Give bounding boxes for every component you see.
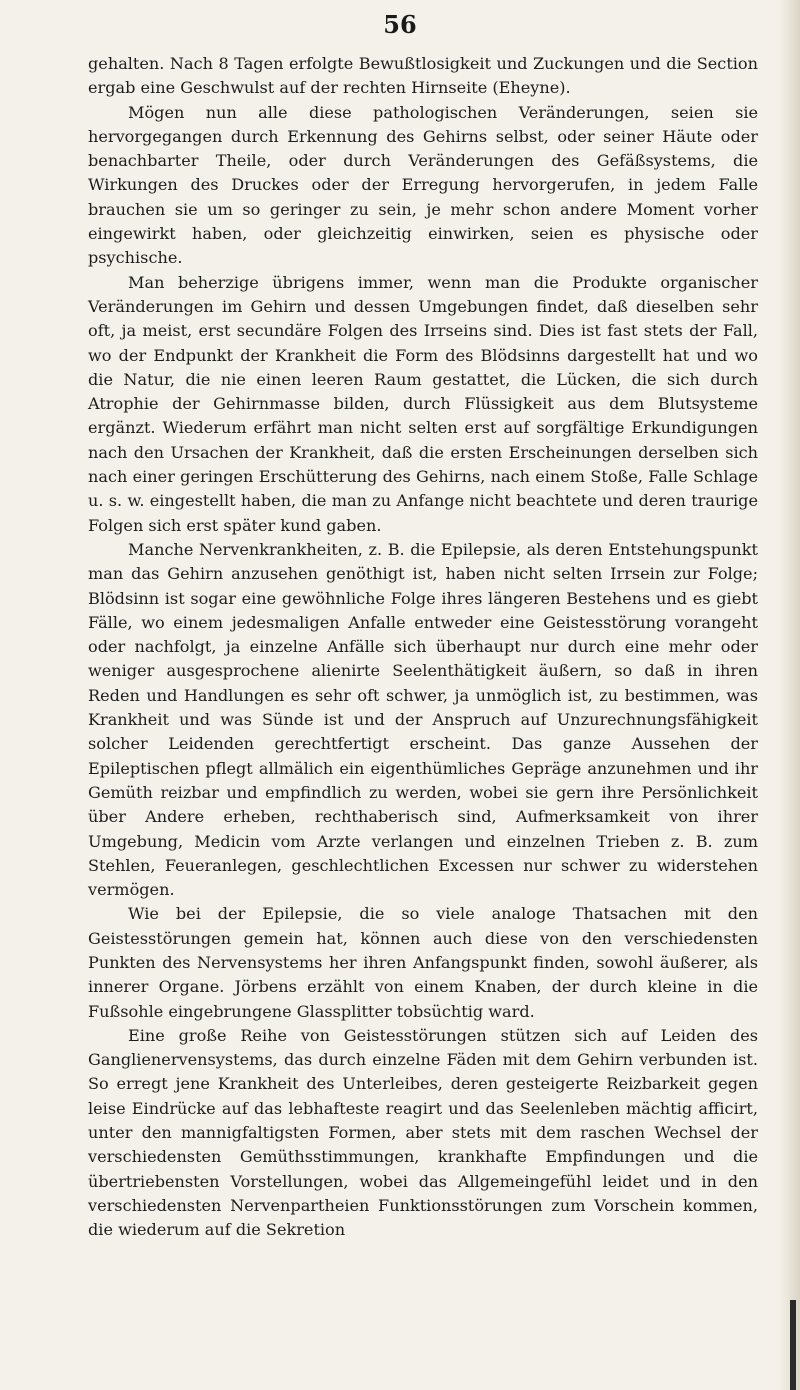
paragraph-ganglion-system: Eine große Reihe von Geistesstörungen stützen sich auf Leiden des Ganglienervensystems, das durch einzelne Fäden mit dem Gehirn verbunden ist. So erregt jene Krankheit des Unterleibes, deren gesteigerte Reizbarkeit gegen leise Eindrücke auf das lebhafteste reagirt und das Seelenleben mächtig afficirt, unter den mannigfaltigsten Formen, aber stets mit dem raschen Wechsel der verschiedensten Gemüthsstimmungen, krankhafte Empfindungen und die übertriebensten Vorstellungen, wobei das Allgemeingefühl leidet und in den verschiedensten Nervenpartheien Funktionsstörungen zum Vorschein kommen, die wiederum auf die Sekretion xyxy=(88,1025,758,1240)
binding-mark xyxy=(790,1300,796,1390)
page-edge-shadow xyxy=(778,0,800,1390)
paragraph-pathological-changes: Mögen nun alle diese pathologischen Veränderungen, seien sie hervorgegangen durch Erkennung des Gehirns selbst, oder seiner Häute oder benachbarter Theile, oder durch Veränderungen des Gefäßsystems, die Wirkungen des Druckes oder der Erregung hervorgerufen, in jedem Falle brauchen sie um so geringer zu sein, je mehr schon andere Moment vorher eingewirkt haben, oder gleichzeitig einwirken, seien es physische oder psychische. xyxy=(88,102,758,268)
paragraph-epilepsy: Manche Nervenkrankheiten, z. B. die Epilepsie, als deren Entstehungspunkt man das Gehirn anzusehen genöthigt ist, haben nicht selten Irrsein zur Folge; Blödsinn ist sogar eine gewöhnliche Folge ihres längeren Bestehens und es giebt Fälle, wo einem jedesmaligen Anfalle entweder eine Geistesstörung vorangeht oder nachfolgt, ja einzelne Anfälle sich überhaupt nur durch eine mehr oder weniger ausgesprochene alienirte Seelenthätigkeit äußern, so daß in ihren Reden und Handlungen es sehr oft schwer, ja unmöglich ist, zu bestimmen, was Krankheit und was Sünde ist und der Anspruch auf Unzurechnungsfähigkeit solcher Leidenden gerechtfertigt erscheint. Das ganze Aussehen der Epileptischen pflegt allmälich ein eigenthümliches Gepräge anzunehmen und ihr Gemüth reizbar und empfindlich zu werden, wobei sie gern ihre Persönlichkeit über Andere erheben, rechthaberisch sind, Aufmerksamkeit von ihrer Umgebung, Medicin vom Arzte verlangen und einzelnen Trieben z. B. zum Stehlen, Feueranlegen, geschlechtlichen Excessen nur schwer zu widerstehen vermögen. xyxy=(88,539,758,900)
paragraph-continuation: gehalten. Nach 8 Tagen erfolgte Bewußtlosigkeit und Zuckungen und die Section ergab eine Geschwulst auf der rechten Hirnseite (Eheyne). xyxy=(88,54,758,98)
body-text xyxy=(88,52,758,1243)
paragraph-nervous-system: Wie bei der Epilepsie, die so viele analoge Thatsachen mit den Geistesstörungen gemein hat, können auch diese von den verschiedensten Punkten des Nervensystems her ihren Anfangspunkt finden, sowohl äußerer, als innerer Organe. Jörbens erzählt von einem Knaben, der durch kleine in die Fußsohle eingebrungene Glassplitter tobsüchtig ward. xyxy=(88,904,758,1021)
page-number: 56 xyxy=(383,10,417,39)
paragraph-organic-changes: Man beherzige übrigens immer, wenn man die Produkte organischer Veränderungen im Gehirn und dessen Umgebungen findet, daß dieselben sehr oft, ja meist, erst secundäre Folgen des Irrseins sind. Dies ist fast stets der Fall, wo der Endpunkt der Krankheit die Form des Blödsinns dargestellt hat und wo die Natur, die nie einen leeren Raum gestattet, die Lücken, die sich durch Atrophie der Gehirnmasse bilden, durch Flüssigkeit aus dem Blutsysteme ergänzt. Wiederum erfährt man nicht selten erst auf sorgfältige Erkundigungen nach den Ursachen der Krankheit, daß die ersten Erscheinungen derselben sich nach einer geringen Erschütterung des Gehirns, nach einem Stoße, Falle Schlage u. s. w. eingestellt haben, die man zu Anfange nicht beachtete und deren traurige Folgen sich erst später kund gaben. xyxy=(88,272,758,535)
